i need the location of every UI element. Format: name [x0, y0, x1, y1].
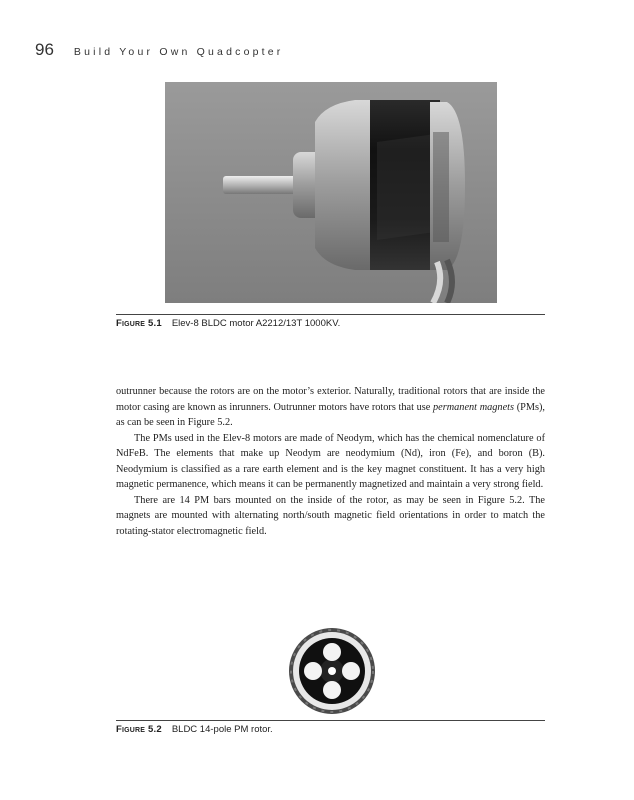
- motor-illustration: [165, 82, 497, 303]
- emphasis-permanent-magnets: permanent magnets: [433, 401, 515, 413]
- paragraph-3: There are 14 PM bars mounted on the inside of the rotor, as may be seen in Figure 5.2. The magnets are mounted with alternating north/south magnetic field orientations in order to match the rotating-stator electromagnetic field.: [116, 494, 545, 537]
- figure-2-caption: [116, 724, 273, 735]
- page-number: 96: [35, 40, 54, 59]
- figure-2-label: Figure 5.2: [116, 724, 162, 735]
- figure-1-rule: [116, 314, 545, 315]
- paragraph-2: The PMs used in the Elev-8 motors are made of Neodym, which has the chemical nomenclature of NdFeB. The elements that make up Neodym are neodymium (Nd), iron (Fe), and boron (B). Neodymium is classified as a rare earth element and is the key magnet constituent. It has a very high magnetic permanence, which means it can be permanently magnetized and maintain a very strong field.: [116, 432, 545, 490]
- paragraph-1: outrunner because the rotors are on the motor’s exterior. Naturally, traditional rotors that are inside the motor casing are known as inrunners. Outrunner motors have rotors that use permanent magnets (PMs), as can be seen in Figure 5.2.: [116, 386, 546, 428]
- figure-2-rule: [116, 720, 545, 721]
- figure-1-caption: [116, 318, 340, 329]
- body-text: [116, 384, 545, 539]
- rotor-illustration: [277, 626, 387, 716]
- book-title: Build Your Own Quadcopter: [73, 46, 284, 58]
- figure-2-text: BLDC 14-pole PM rotor.: [171, 724, 273, 735]
- figure-1-text: Elev-8 BLDC motor A2212/13T 1000KV.: [171, 318, 341, 329]
- running-head: [35, 40, 284, 64]
- motor-photo: [165, 82, 497, 303]
- figure-1-label: Figure 5.1: [116, 318, 162, 329]
- rotor-photo: [277, 626, 387, 716]
